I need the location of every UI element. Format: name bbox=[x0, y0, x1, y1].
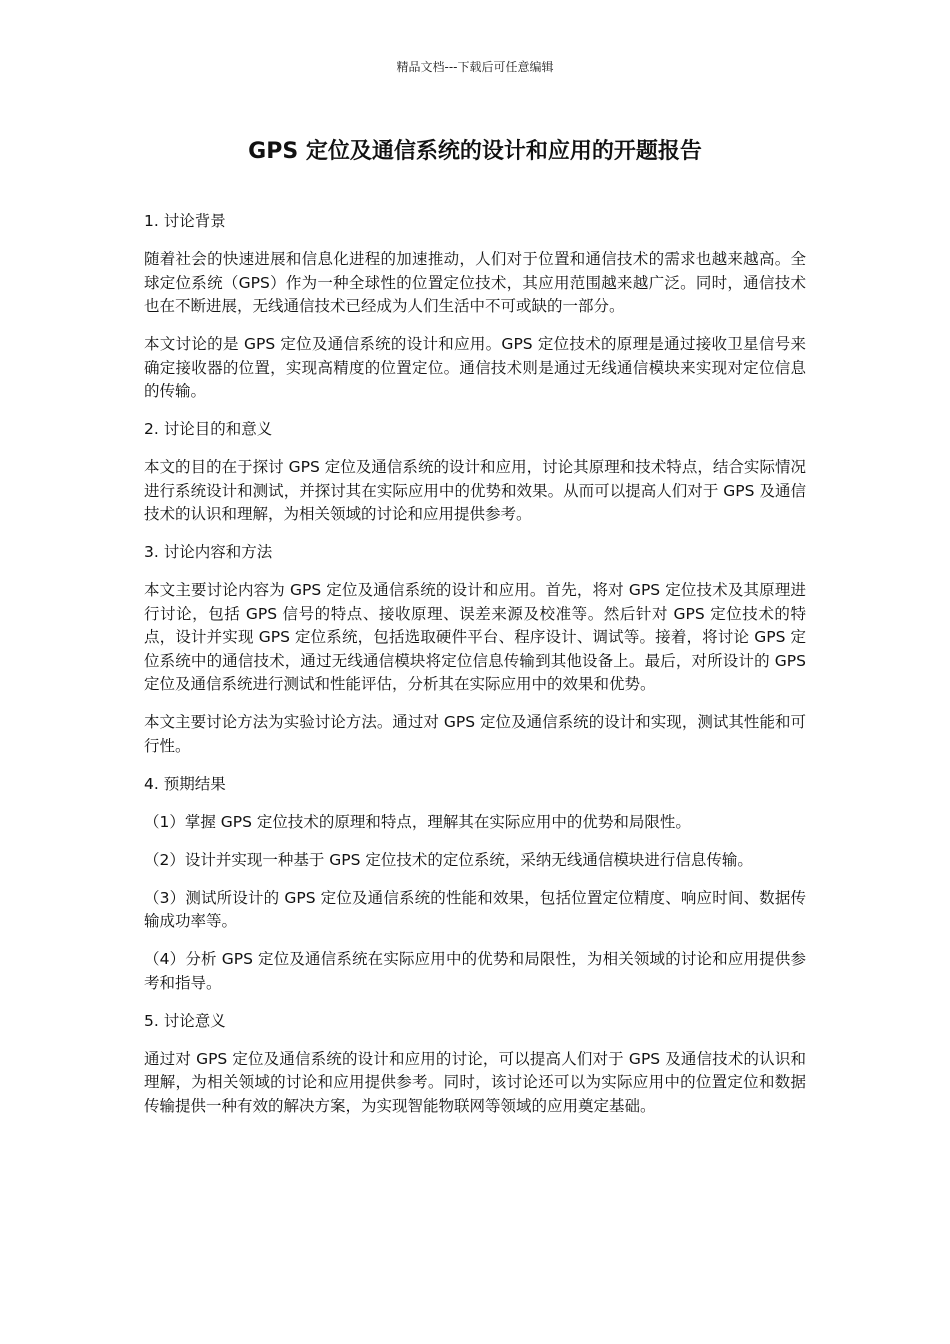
section-5-paragraph-1: 通过对 GPS 定位及通信系统的设计和应用的讨论，可以提高人们对于 GPS 及通信技术的认识和理解，为相关领域的讨论和应用提供参考。同时，该讨论还可以为实际应用中的位置定位和数据传输提供一种有效的解决方案，为实现智能物联网等领域的应用奠定基础。 bbox=[144, 1049, 806, 1115]
document-body bbox=[144, 210, 806, 1133]
section-1-paragraph-2: 本文讨论的是 GPS 定位及通信系统的设计和应用。GPS 定位技术的原理是通过接收卫星信号来确定接收器的位置，实现高精度的位置定位。通信技术则是通过无线通信模块来实现对定位信息的传输。 bbox=[144, 335, 806, 400]
result-item-1: （1）掌握 GPS 定位技术的原理和特点，理解其在实际应用中的优势和局限性。 bbox=[144, 812, 691, 831]
result-item-3: （3）测试所设计的 GPS 定位及通信系统的性能和效果，包括位置定位精度、响应时间、数据传输成功率等。 bbox=[144, 888, 806, 930]
result-item-4: （4）分析 GPS 定位及通信系统在实际应用中的优势和局限性，为相关领域的讨论和应用提供参考和指导。 bbox=[144, 950, 806, 992]
section-5-heading: 5. 讨论意义 bbox=[144, 1011, 226, 1030]
section-3-paragraph-1: 本文主要讨论内容为 GPS 定位及通信系统的设计和应用。首先，将对 GPS 定位技术及其原理进行讨论，包括 GPS 信号的特点、接收原理、误差来源及校准等。然后针对 GPS 定位技术的特点，设计并实现 GPS 定位系统，包括选取硬件平台、程序设计、调试等。接着，将讨论 GPS 定位系统中的通信技术，通过无线通信模块将定位信息传输到其他设备上。最后，对所设计的 GPS 定位及通信系统进行测试和性能评估，分析其在实际应用中的效果和优势。 bbox=[144, 581, 806, 693]
section-2-heading: 2. 讨论目的和意义 bbox=[144, 420, 273, 438]
section-4-heading: 4. 预期结果 bbox=[144, 774, 226, 793]
section-1-paragraph-1: 随着社会的快速进展和信息化进程的加速推动，人们对于位置和通信技术的需求也越来越高。全球定位系统（GPS）作为一种全球性的位置定位技术，其应用范围越来越广泛。同时，通信技术也在不断进展，无线通信技术已经成为人们生活中不可或缺的一部分。 bbox=[144, 250, 806, 315]
section-2-paragraph-1: 本文的目的在于探讨 GPS 定位及通信系统的设计和应用，讨论其原理和技术特点，结合实际情况进行系统设计和测试，并探讨其在实际应用中的优势和效果。从而可以提高人们对于 GPS 及通信技术的认识和理解，为相关领域的讨论和应用提供参考。 bbox=[144, 458, 806, 523]
document-title: GPS 定位及通信系统的设计和应用的开题报告 bbox=[248, 139, 702, 164]
header-note: 精品文档---下载后可任意编辑 bbox=[396, 60, 554, 74]
section-3-paragraph-2: 本文主要讨论方法为实验讨论方法。通过对 GPS 定位及通信系统的设计和实现，测试其性能和可行性。 bbox=[144, 713, 806, 755]
result-item-2: （2）设计并实现一种基于 GPS 定位技术的定位系统，采纳无线通信模块进行信息传输。 bbox=[144, 850, 753, 869]
section-3-heading: 3. 讨论内容和方法 bbox=[144, 543, 273, 561]
section-1-heading: 1. 讨论背景 bbox=[144, 212, 226, 230]
